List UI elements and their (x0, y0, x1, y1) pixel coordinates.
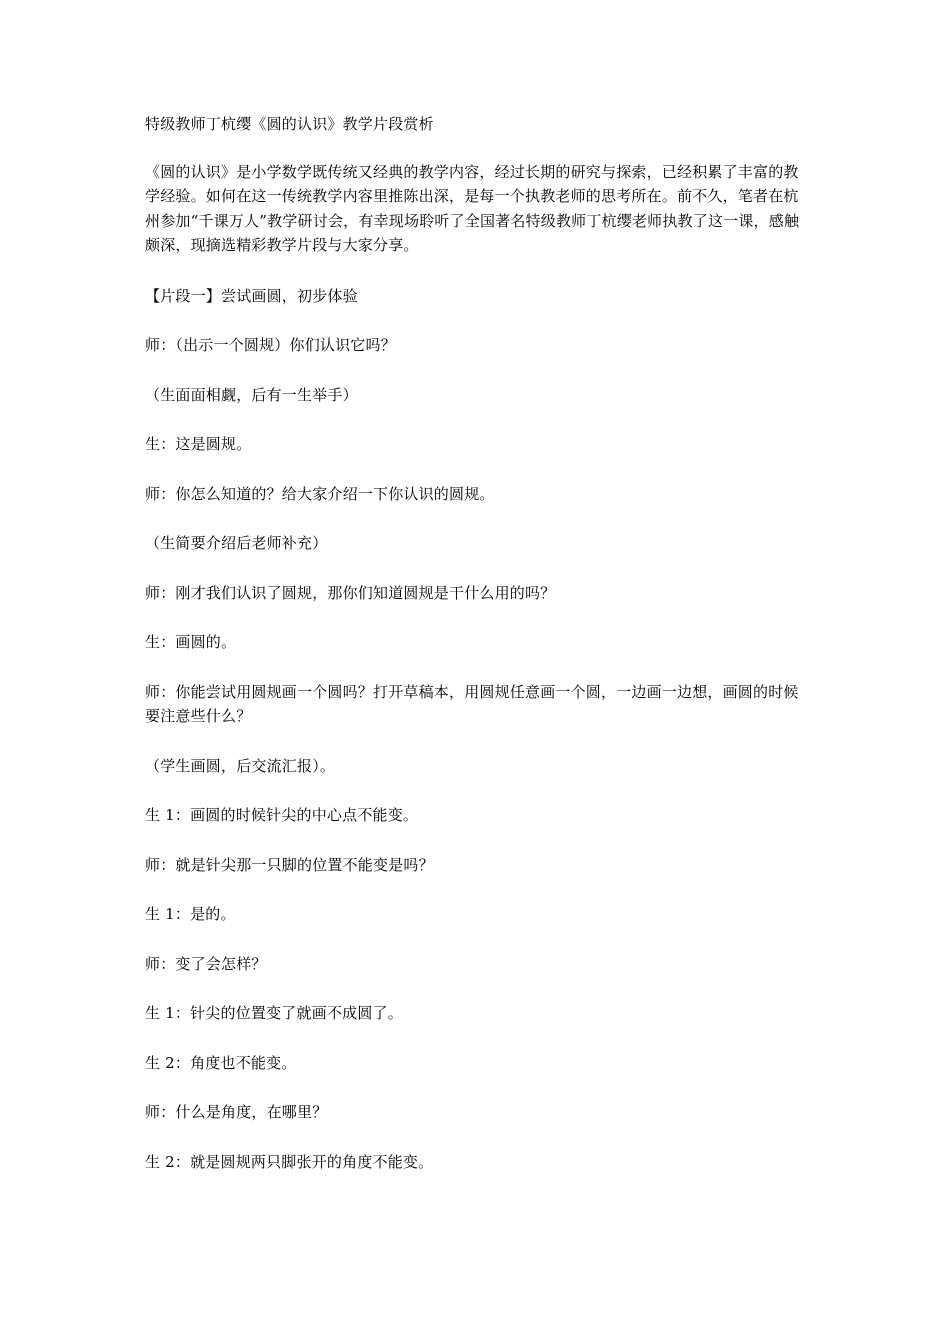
dialogue-line: 生 1：画圆的时候针尖的中心点不能变。 (145, 806, 419, 824)
section-heading: 【片段一】尝试画圆，初步体验 (145, 286, 358, 305)
document-title: 特级教师丁杭缨《圆的认识》教学片段赏析 (145, 115, 434, 133)
dialogue-line: 师：你能尝试用圆规画一个圆吗？打开草稿本，用圆规任意画一个圆，一边画一边想，画圆的时候要注意些什么？ (145, 682, 799, 725)
dialogue-line: 师：你怎么知道的？给大家介绍一下你认识的圆规。 (145, 484, 495, 503)
dialogue-line: 师：就是针尖那一只脚的位置不能变是吗？ (145, 855, 434, 874)
dialogue-line: 师：变了会怎样？ (145, 954, 267, 973)
dialogue-line: （生面面相觑，后有一生举手） (145, 385, 358, 404)
dialogue-line: 师：（出示一个圆规）你们认识它吗？ (145, 336, 396, 354)
dialogue-line: 生 1：针尖的位置变了就画不成圆了。 (145, 1004, 403, 1022)
document-page (145, 112, 810, 1199)
intro-paragraph: 《圆的认识》是小学数学既传统又经典的教学内容，经过长期的研究与探索，已经积累了丰富的教学经验。如何在这一传统教学内容里推陈出深，是每一个执教老师的思考所在。前不久，笔者在杭州参加“千课万人”教学研讨会，有幸现场聆听了全国著名特级教师丁杭缨老师执教了这一课，感触颇深，现摘选精彩教学片段与大家分享。 (145, 162, 800, 254)
dialogue-line: （生简要介绍后老师补充） (145, 534, 328, 552)
dialogue-line: （学生画圆，后交流汇报）。 (145, 756, 336, 775)
dialogue-line: 生 1：是的。 (145, 905, 236, 923)
dialogue-line: 生：这是圆规。 (145, 435, 252, 453)
dialogue-line: 师：刚才我们认识了圆规，那你们知道圆规是干什么用的吗？ (145, 583, 556, 602)
dialogue-line: 师：什么是角度，在哪里？ (145, 1103, 328, 1121)
dialogue-line: 生 2：角度也不能变。 (145, 1053, 297, 1072)
dialogue-line: 生：画圆的。 (145, 633, 237, 651)
dialogue-line: 生 2：就是圆规两只脚张开的角度不能变。 (145, 1152, 434, 1171)
